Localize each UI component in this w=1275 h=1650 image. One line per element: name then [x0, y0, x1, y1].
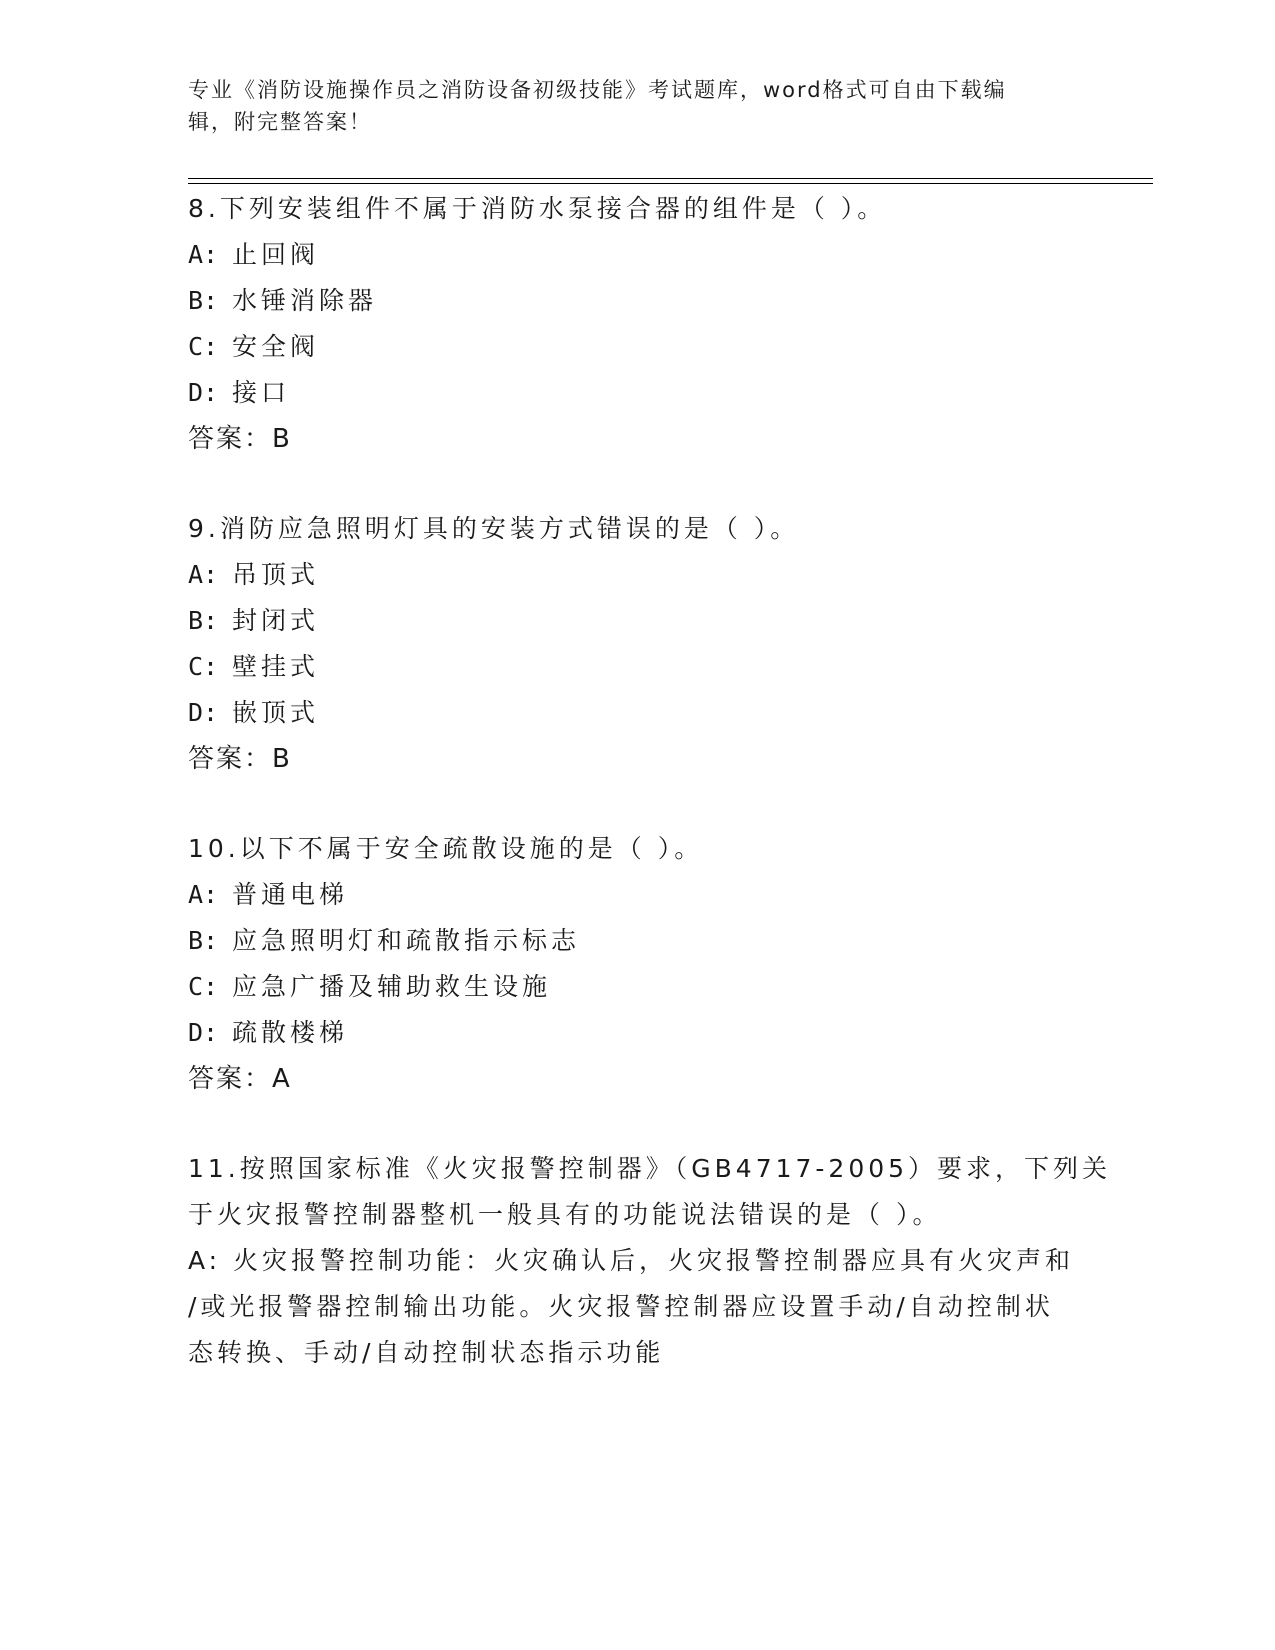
option-b	[188, 278, 1088, 324]
option-a	[188, 872, 1088, 918]
option-key: C:	[188, 972, 219, 1001]
question-stem-line-2: 于火灾报警控制器整机一般具有的功能说法错误的是（ ）。	[188, 1200, 942, 1229]
document-header	[188, 74, 1088, 138]
option-key: C:	[188, 332, 219, 361]
question-stem: 10.以下不属于安全疏散设施的是（ ）。	[188, 834, 704, 863]
option-a	[188, 232, 1088, 278]
option-text: 普通电梯	[232, 880, 349, 909]
option-c	[188, 324, 1088, 370]
option-d	[188, 690, 1088, 736]
option-d	[188, 1010, 1088, 1056]
option-text: 止回阀	[232, 240, 320, 269]
option-text: 安全阀	[232, 332, 320, 361]
option-text: 应急广播及辅助救生设施	[232, 972, 552, 1001]
option-a-line-3: 态转换、手动/自动控制状态指示功能	[188, 1338, 665, 1367]
option-b	[188, 918, 1088, 964]
question-9	[188, 506, 1088, 782]
option-a	[188, 552, 1088, 598]
header-divider-bottom	[188, 183, 1153, 184]
option-a-line-2: /或光报警器控制输出功能。火灾报警控制器应设置手动/自动控制状	[188, 1292, 1054, 1321]
option-c	[188, 644, 1088, 690]
question-stem: 9.消防应急照明灯具的安装方式错误的是（ ）。	[188, 514, 800, 543]
question-stem-line-1: 11.按照国家标准《火灾报警控制器》（GB4717-2005）要求，下列关	[188, 1154, 1112, 1183]
option-key: B:	[188, 286, 219, 315]
option-text: 水锤消除器	[232, 286, 378, 315]
answer: 答案：A	[188, 1064, 292, 1094]
question-stem: 8.下列安装组件不属于消防水泵接合器的组件是（ ）。	[188, 194, 887, 223]
option-key: D:	[188, 378, 219, 407]
question-10	[188, 826, 1088, 1102]
option-text: 疏散楼梯	[232, 1018, 349, 1047]
option-key: B:	[188, 606, 219, 635]
answer: 答案：B	[188, 424, 292, 454]
option-text: 壁挂式	[232, 652, 320, 681]
option-text: 接口	[232, 378, 291, 407]
question-11	[188, 1146, 1112, 1376]
option-text: 应急照明灯和疏散指示标志	[232, 926, 581, 955]
option-key: C:	[188, 652, 219, 681]
option-key: D:	[188, 1018, 219, 1047]
header-line-2: 辑，附完整答案！	[188, 110, 372, 134]
answer: 答案：B	[188, 744, 292, 774]
option-key: B:	[188, 926, 219, 955]
option-key: A:	[188, 560, 219, 589]
option-a-line-1: A: 火灾报警控制功能：火灾确认后，火灾报警控制器应具有火灾声和	[188, 1246, 1075, 1275]
option-text: 嵌顶式	[232, 698, 320, 727]
option-key: D:	[188, 698, 219, 727]
header-divider-top	[188, 178, 1153, 179]
question-8	[188, 186, 1088, 462]
option-key: A:	[188, 240, 219, 269]
option-key: A:	[188, 880, 219, 909]
option-b	[188, 598, 1088, 644]
option-d	[188, 370, 1088, 416]
option-text: 吊顶式	[232, 560, 320, 589]
header-line-1: 专业《消防设施操作员之消防设备初级技能》考试题库，word格式可自由下载编	[188, 78, 1007, 102]
option-text: 封闭式	[232, 606, 320, 635]
option-c	[188, 964, 1088, 1010]
